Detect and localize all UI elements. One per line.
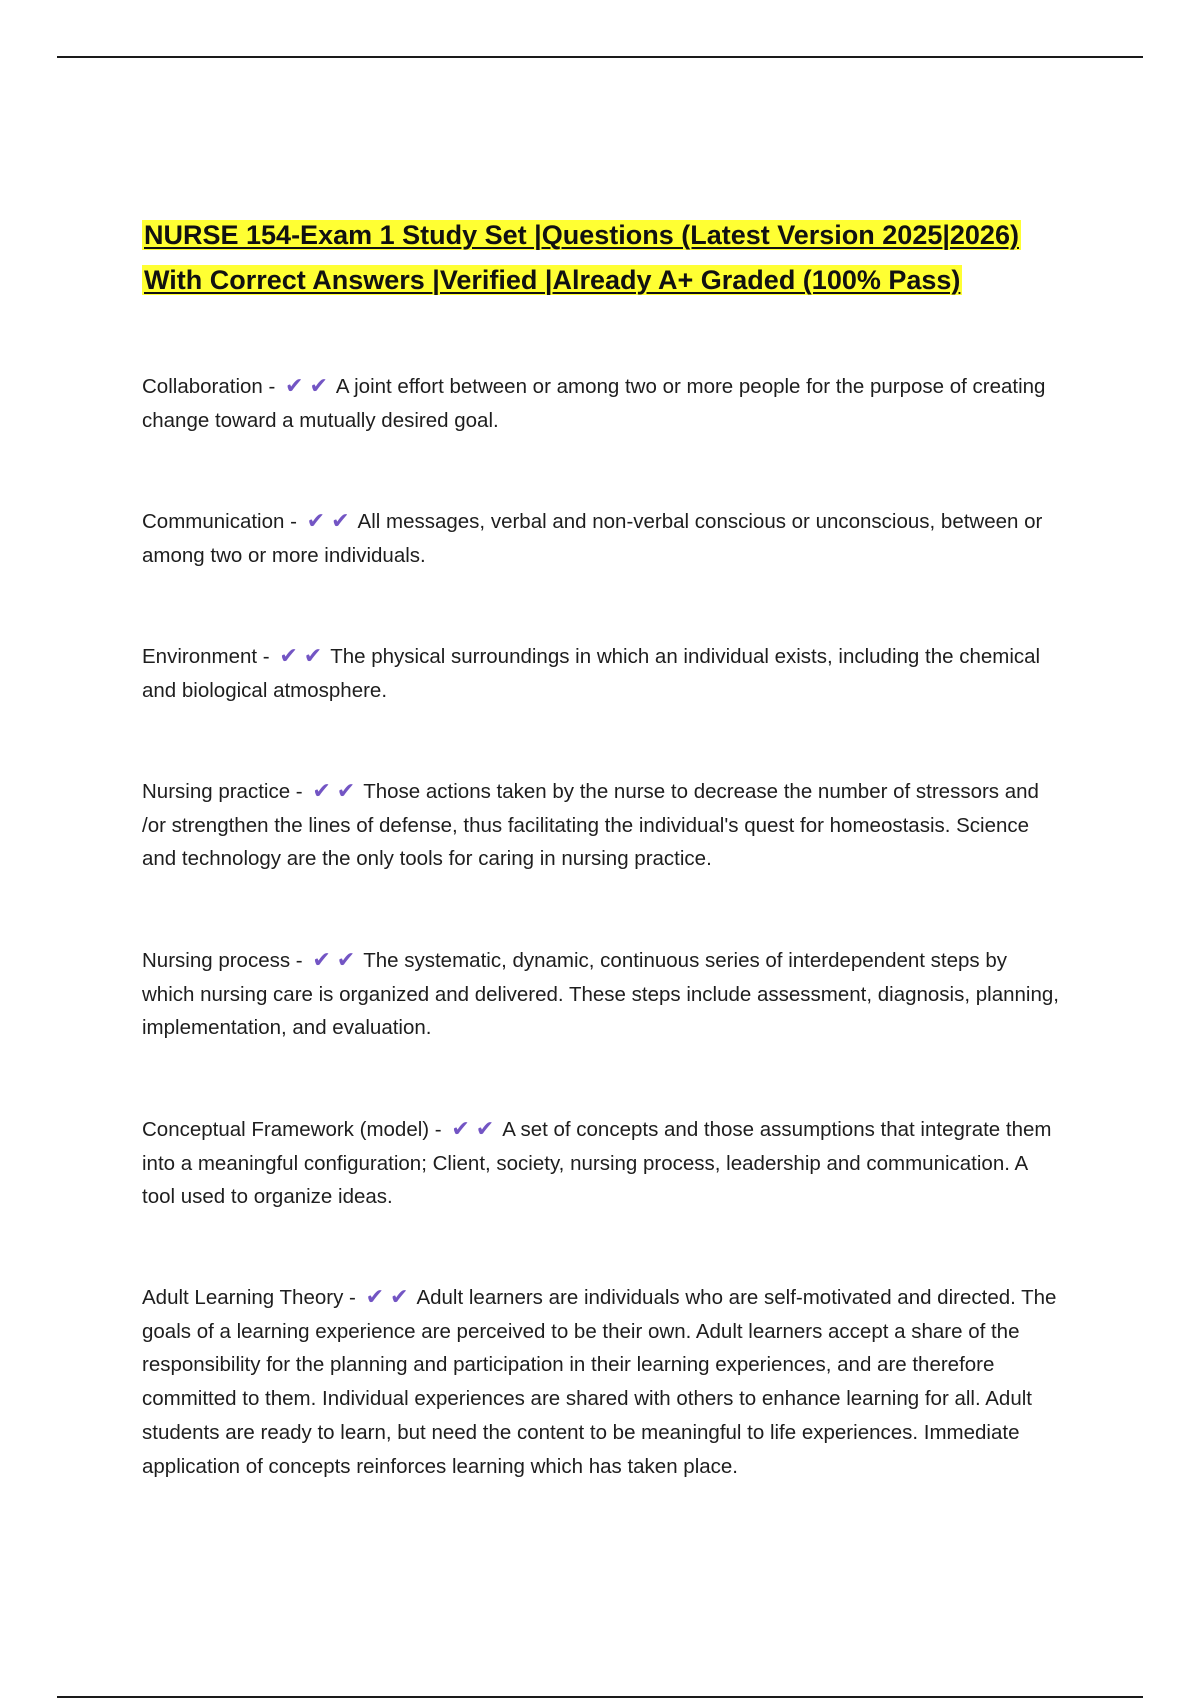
header-rule — [57, 56, 1143, 58]
entry-term: Communication - — [142, 510, 303, 533]
entry-definition: Those actions taken by the nurse to decrease the number of stressors and /or strengthen the lines of defense, thus facilitating the individual's quest for homeostasis. Science and technology are the only tools for caring in nursing practice. — [142, 780, 1039, 871]
definition-entry-conceptual-framework — [142, 1112, 1062, 1214]
entry-term: Nursing process - — [142, 949, 309, 972]
entry-definition: A joint effort between or among two or more people for the purpose of creating change toward a mutually desired goal. — [142, 375, 1046, 432]
entry-definition: A set of concepts and those assumptions that integrate them into a meaningful configuration; Client, society, nursing process, leadership and communication. A tool used to organize ideas. — [142, 1118, 1052, 1209]
double-check-icon: ✔✔ — [285, 373, 334, 398]
entry-term: Environment - — [142, 645, 276, 668]
document-title — [142, 213, 1042, 303]
definition-entry-adult-learning-theory — [142, 1280, 1062, 1483]
definition-entry-collaboration — [142, 369, 1062, 437]
double-check-icon: ✔✔ — [451, 1116, 501, 1141]
entry-definition: All messages, verbal and non-verbal conscious or unconscious, between or among two or more individuals. — [142, 510, 1043, 567]
title-line-1: NURSE 154-Exam 1 Study Set |Questions (Latest Version 2025|2026) — [144, 220, 1019, 250]
entry-definition: The physical surroundings in which an individual exists, including the chemical and biological atmosphere. — [142, 645, 1041, 702]
double-check-icon: ✔✔ — [365, 1284, 415, 1309]
title-line-2: With Correct Answers |Verified |Already A+ Graded (100% Pass) — [144, 265, 961, 295]
entry-term: Nursing practice - — [142, 780, 309, 803]
entry-term: Conceptual Framework (model) - — [142, 1118, 448, 1141]
double-check-icon: ✔✔ — [306, 508, 356, 533]
definition-entry-environment — [142, 639, 1062, 707]
entry-definition: The systematic, dynamic, continuous series of interdependent steps by which nursing care is organized and delivered. These steps include assessment, diagnosis, planning, implementation, and evaluation. — [142, 949, 1059, 1040]
entry-definition: Adult learners are individuals who are self-motivated and directed. The goals of a learning experience are perceived to be their own. Adult learners accept a share of the responsibility for the planning and participation in their learning experiences, and are therefore committed to them. Individual experiences are shared with others to enhance learning for all. Adult students are ready to learn, but need the content to be meaningful to life experiences. Immediate application of concepts reinforces learning which has taken place. — [142, 1286, 1057, 1478]
double-check-icon: ✔✔ — [312, 947, 362, 972]
definition-entry-nursing-process — [142, 943, 1062, 1045]
footer-rule — [57, 1696, 1143, 1698]
definition-entry-communication — [142, 504, 1062, 572]
definition-entry-nursing-practice — [142, 774, 1062, 876]
double-check-icon: ✔✔ — [312, 778, 362, 803]
double-check-icon: ✔✔ — [279, 643, 329, 668]
entry-term: Collaboration - — [142, 375, 282, 398]
entry-term: Adult Learning Theory - — [142, 1286, 362, 1309]
